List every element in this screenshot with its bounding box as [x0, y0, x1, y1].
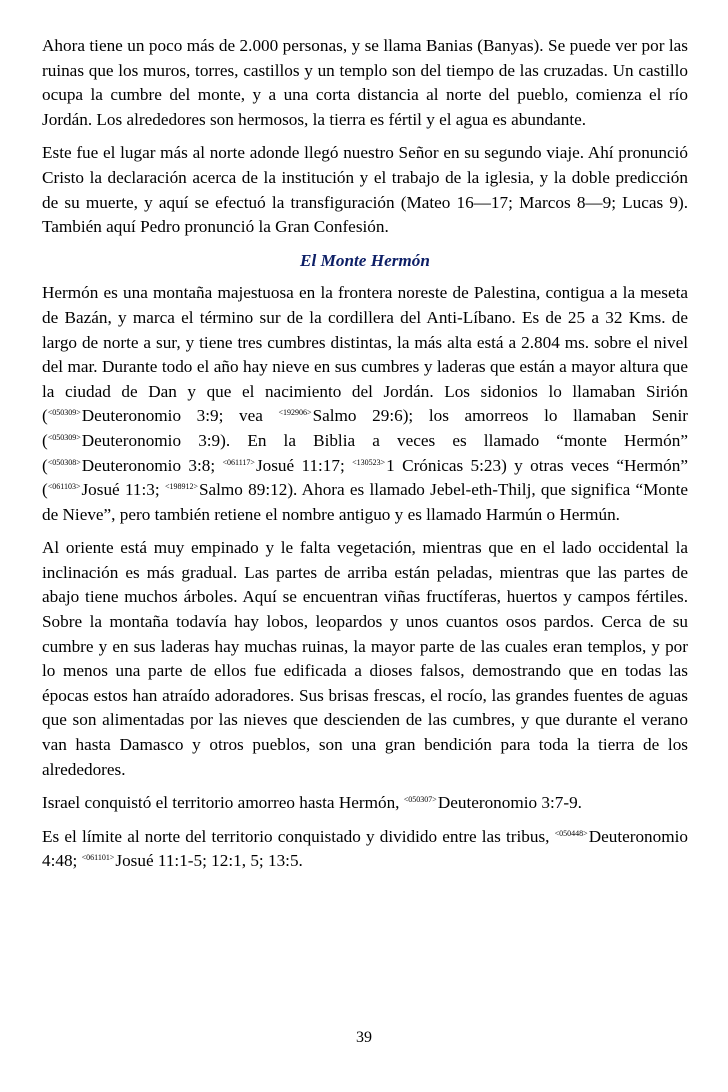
scripture-reference[interactable]: <061117>: [222, 457, 255, 467]
scripture-reference[interactable]: <050309>: [47, 408, 81, 418]
paragraph-text: Josué 11:17;: [255, 455, 353, 475]
paragraph-text: Deuteronomio 3:8;: [81, 455, 223, 475]
paragraph-hermon-description: [42, 281, 688, 527]
paragraph-text: Hermón es una montaña majestuosa en la frontera noreste de Palestina, contigua a la meseta de Bazán, y marca el término sur de la cordillera del Anti-Líbano. Es de 25 a 32 Kms. de largo de norte a sur, y tiene tres cumbres distintas, la más alta está a 2.804 ms. sobre el nivel del mar. Durante todo el año hay nieve en sus cumbres y laderas que están a mayor altura que la ciudad de Dan y que el nacimiento del Jordán. Los sidonios lo llamaban Sirión (: [42, 283, 688, 426]
paragraph-text: Salmo 89:12). Ahora es llamado Jebel-eth-Thilj, que significa “Monte de Nieve”, pero también retiene el nombre antiguo y es llamado Harmún o Hermún.: [42, 480, 689, 524]
scripture-reference[interactable]: <050309>: [47, 432, 81, 442]
paragraph-text: Josué 11:3;: [81, 480, 165, 500]
paragraph-text: 1 Crónicas 5:23) y otras veces “Hermón” (: [42, 455, 688, 500]
paragraph-northmost-visit: Este fue el lugar más al norte adonde llegó nuestro Señor en su segundo viaje. Ahí pronunció Cristo la declaración acerca de la institución y el trabajo de la iglesia, y la doble predicción de su muerte, y aquí se efectuó la transfiguración (Mateo 16—17; Marcos 8—9; Lucas 9). También aquí Pedro pronunció la Gran Confesión.: [42, 143, 688, 237]
scripture-reference[interactable]: <050308>: [47, 457, 81, 467]
paragraph-israel-conquest: [42, 791, 688, 816]
paragraph-text: Josué 11:1-5; 12:1, 5; 13:5.: [115, 851, 303, 871]
scripture-reference[interactable]: <050307>: [403, 795, 437, 805]
scripture-reference[interactable]: <192906>: [278, 408, 312, 418]
paragraph-hermon-slopes: Al oriente está muy empinado y le falta vegetación, mientras que en el lado occidental la inclinación es más gradual. Las partes de arriba están peladas, mientras que las partes de abajo tiene muchos árboles. Aquí se encuentran viñas fructíferas, huertos y campos fértiles. Sobre la montaña todavía hay lobos, leopardos y unos cuantos osos pardos. Cerca de su cumbre y en sus laderas hay muchas ruinas, la mayor parte de las cuales eran templos, y por lo menos una parte de ellos fue edificada a dioses falsos, demostrando que en todas las épocas estos han atraído adoradores. Sus brisas frescas, el rocío, las grandes fuentes de aguas que son alimentadas por las nieves que descienden de las cumbres, y que durante el verano van hasta Damasco y otros pueblos, son una gran bendición para toda la tierra de los alrededores.: [42, 538, 688, 779]
scripture-reference[interactable]: <198912>: [164, 482, 198, 492]
paragraph-text: Israel conquistó el territorio amorreo hasta Hermón,: [42, 793, 404, 813]
page-number: 39: [356, 1029, 372, 1046]
paragraph-northern-limit: [42, 825, 688, 874]
paragraph-text: Deuteronomio 4:48;: [42, 826, 688, 871]
scripture-reference[interactable]: <130523>: [352, 457, 386, 467]
scripture-reference[interactable]: <061101>: [81, 853, 115, 863]
paragraph-text: Deuteronomio 3:9). En la Biblia a veces es llamado “monte Hermón” (: [42, 430, 688, 475]
scripture-reference[interactable]: <050448>: [554, 828, 588, 838]
scripture-reference[interactable]: <061103>: [47, 482, 81, 492]
paragraph-banias: Ahora tiene un poco más de 2.000 personas, y se llama Banias (Banyas). Se puede ver por las ruinas que los muros, torres, castillos y un templo son del tiempo de las cruzadas. Un castillo ocupa la cumbre del monte, y a una corta distancia al norte del pueblo, comienza el río Jordán. Los alrededores son hermosos, la tierra es fértil y el agua es abundante.: [42, 36, 688, 129]
paragraph-text: Deuteronomio 3:9; vea: [81, 406, 279, 426]
paragraph-text: Es el límite al norte del territorio conquistado y dividido entre las tribus,: [42, 826, 555, 846]
document-page: [42, 34, 688, 883]
paragraph-text: Salmo 29:6); los amorreos lo llamaban Senir (: [42, 406, 688, 450]
paragraph-text: Deuteronomio 3:7-9.: [437, 793, 582, 813]
section-heading: El Monte Hermón: [300, 250, 430, 270]
